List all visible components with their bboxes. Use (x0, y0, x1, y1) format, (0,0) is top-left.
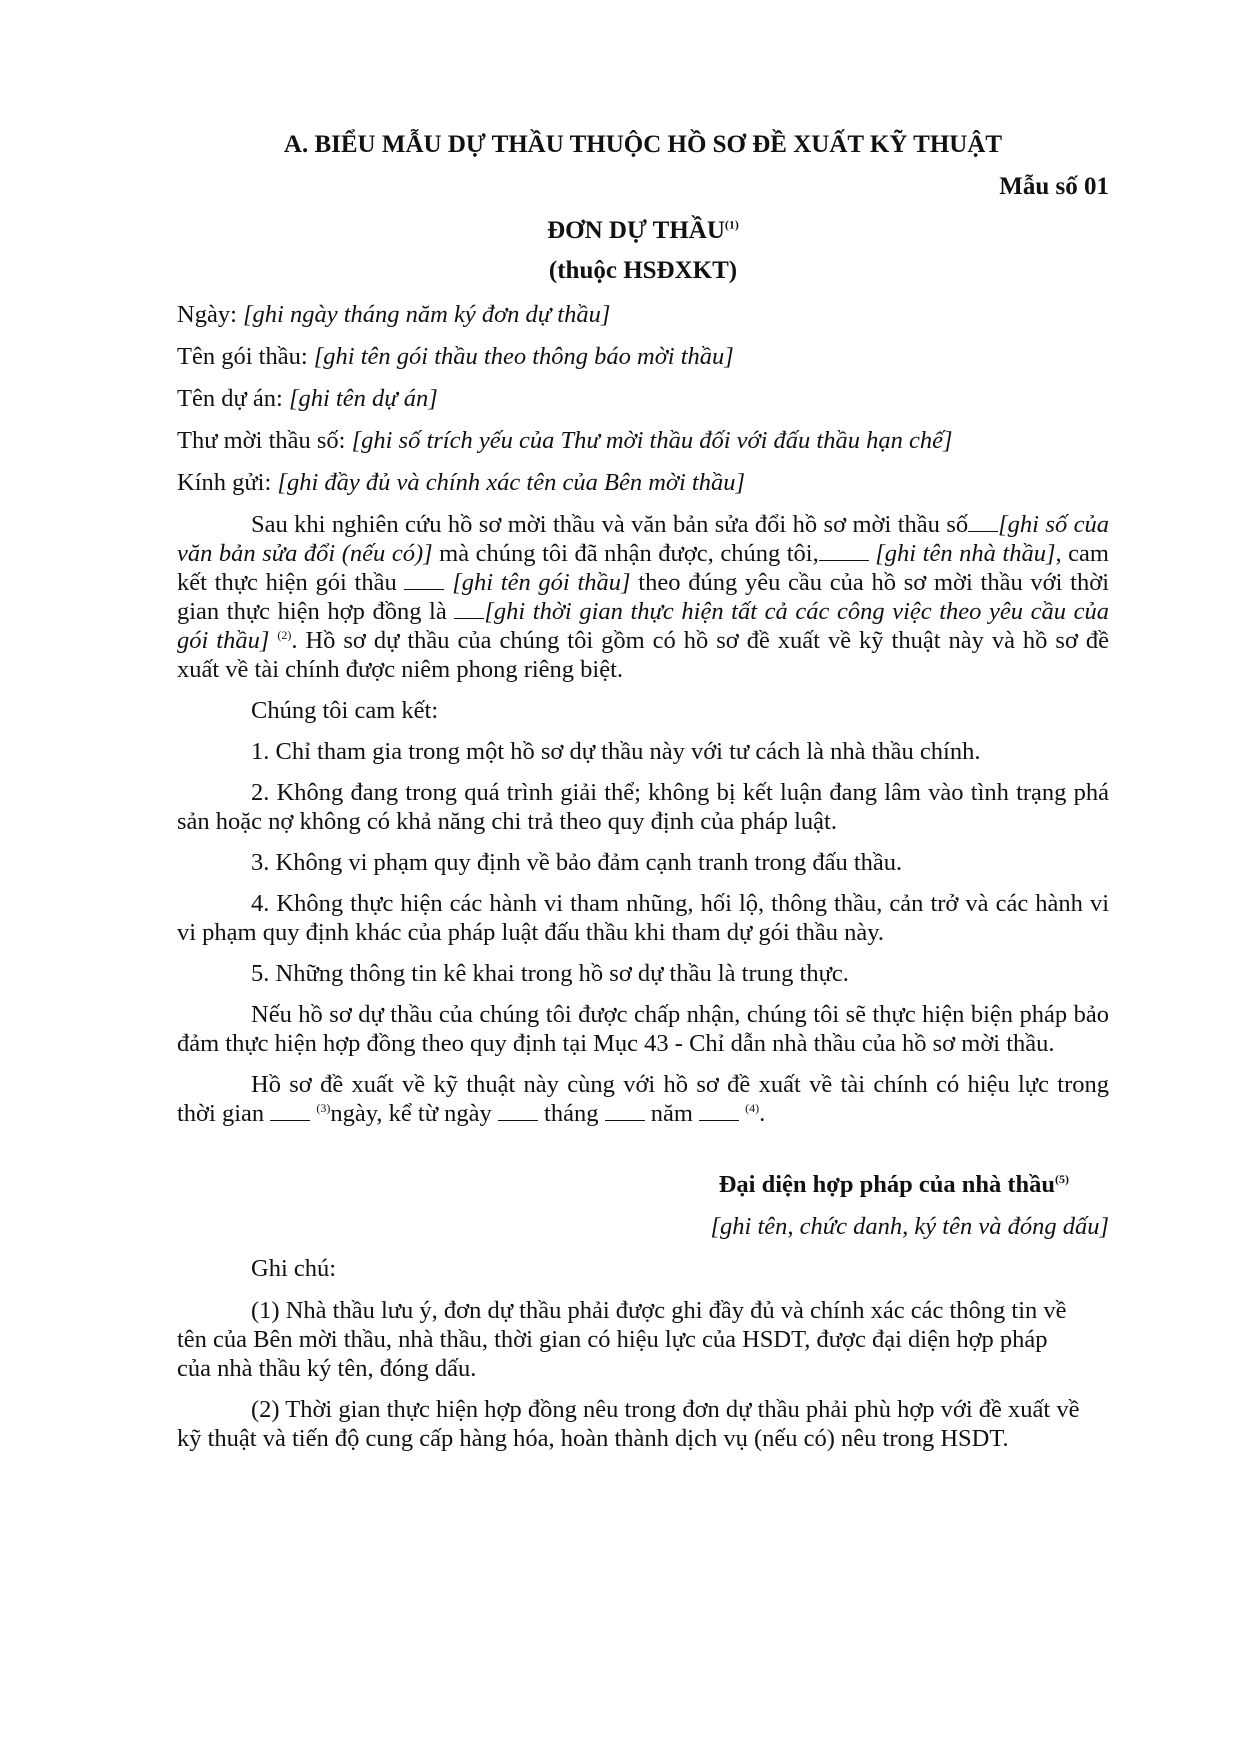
field-label: Thư mời thầu số: (177, 427, 352, 454)
intro-placeholder: [ghi tên nhà thầu] (868, 540, 1056, 567)
footnote-ref-3: (3) (316, 1100, 331, 1115)
footnote-ref-2: (2) (277, 627, 292, 642)
note-item: (2) Thời gian thực hiện hợp đồng nêu trong đơn dự thầu phải phù hợp với đề xuất về kỹ thuật và tiến độ cung cấp hàng hóa, hoàn thành dịch vụ (nếu có) nêu trong HSDT. (177, 1396, 1080, 1452)
blank-line (270, 1100, 310, 1121)
field-package-name (177, 342, 1109, 372)
signature-block (177, 1170, 1109, 1242)
blank-line (498, 1100, 538, 1121)
section-title: A. BIỂU MẪU DỰ THẦU THUỘC HỒ SƠ ĐỀ XUẤT KỸ THUẬT (283, 131, 1003, 158)
validity-text: tháng (537, 1100, 605, 1127)
field-placeholder: [ghi số trích yếu của Thư mời thầu đối với đấu thầu hạn chế] (351, 427, 953, 454)
validity-text: năm (644, 1100, 700, 1127)
document-page (177, 128, 1109, 1453)
validity-text: ngày, kể từ ngày (330, 1100, 498, 1127)
field-placeholder: [ghi ngày tháng năm ký đơn dự thầu] (243, 301, 611, 328)
commitment-item: 2. Không đang trong quá trình giải thể; không bị kết luận đang lâm vào tình trạng phá sản hoặc nợ không có khả năng chi trả theo quy định của pháp luật. (177, 779, 1109, 835)
signature-title (177, 1170, 1109, 1200)
field-label: Kính gửi: (177, 469, 278, 496)
blank-line (819, 540, 869, 561)
intro-text: Sau khi nghiên cứu hồ sơ mời thầu và văn bản sửa đổi hồ sơ mời thầu số (251, 511, 969, 538)
form-title-text: ĐƠN DỰ THẦU (547, 217, 725, 244)
blank-line (968, 511, 998, 532)
intro-placeholder: [ghi số của văn bản sửa đổi (nếu có)] (177, 511, 1110, 567)
signature-title-text: Đại diện hợp pháp của nhà thầu (718, 1171, 1055, 1198)
form-subtitle: (thuộc HSĐXKT) (548, 257, 738, 284)
intro-paragraph (177, 510, 1109, 684)
field-placeholder: [ghi tên dự án] (288, 385, 438, 412)
blank-line (404, 569, 444, 590)
footnote-ref-5: (5) (1055, 1171, 1069, 1186)
field-date (177, 300, 1109, 330)
field-label: Tên gói thầu: (177, 343, 314, 370)
blank-line (605, 1100, 645, 1121)
validity-text: . (759, 1100, 766, 1127)
field-addressee (177, 468, 1109, 498)
field-label: Ngày: (177, 301, 243, 328)
commitment-item: 3. Không vi phạm quy định về bảo đảm cạnh tranh trong đấu thầu. (251, 849, 903, 876)
notes-label: Ghi chú: (251, 1255, 337, 1282)
blank-line (454, 598, 484, 619)
intro-placeholder: [ghi thời gian thực hiện tất cả các công việc theo yêu cầu của gói thầu] (177, 598, 1109, 654)
validity-text: Hồ sơ đề xuất về kỹ thuật này cùng với hồ sơ đề xuất về tài chính có hiệu lực trong thời gian (177, 1071, 1109, 1127)
field-project-name (177, 384, 1109, 414)
field-label: Tên dự án: (177, 385, 289, 412)
intro-placeholder: [ghi tên gói thầu] (444, 569, 631, 596)
commitments-heading: Chúng tôi cam kết: (251, 697, 439, 724)
commitment-item: 5. Những thông tin kê khai trong hồ sơ dự thầu là trung thực. (251, 960, 849, 987)
commitment-item: 4. Không thực hiện các hành vi tham nhũng, hối lộ, thông thầu, cản trở và các hành vi vi phạm quy định khác của pháp luật đấu thầu khi tham dự gói thầu này. (177, 890, 1109, 946)
footnote-ref-1: (1) (724, 217, 739, 232)
form-number: Mẫu số 01 (999, 173, 1109, 200)
acceptance-paragraph: Nếu hồ sơ dự thầu của chúng tôi được chấp nhận, chúng tôi sẽ thực hiện biện pháp bảo đảm thực hiện hợp đồng theo quy định tại Mục 43 - Chỉ dẫn nhà thầu của hồ sơ mời thầu. (177, 1001, 1109, 1057)
footnote-ref-4: (4) (745, 1100, 760, 1115)
form-title (177, 214, 1109, 248)
note-item: (1) Nhà thầu lưu ý, đơn dự thầu phải được ghi đầy đủ và chính xác các thông tin về tên của Bên mời thầu, nhà thầu, thời gian có hiệu lực của HSDT, được đại diện hợp pháp của nhà thầu ký tên, đóng dấu. (177, 1297, 1067, 1382)
commitment-item: 1. Chỉ tham gia trong một hồ sơ dự thầu này với tư cách là nhà thầu chính. (251, 738, 981, 765)
field-invitation-number (177, 426, 1109, 456)
intro-text: theo đúng yêu cầu của hồ sơ mời thầu với thời gian thực hiện hợp đồng là (177, 569, 1109, 625)
field-placeholder: [ghi tên gói thầu theo thông báo mời thầu] (313, 343, 734, 370)
intro-text: , cam kết thực hiện gói thầu (177, 540, 1109, 596)
signature-instruction: [ghi tên, chức danh, ký tên và đóng dấu] (710, 1213, 1109, 1240)
blank-line (699, 1100, 739, 1121)
intro-text: mà chúng tôi đã nhận được, chúng tôi, (432, 540, 819, 567)
intro-text: . Hồ sơ dự thầu của chúng tôi gồm có hồ sơ đề xuất về kỹ thuật này và hồ sơ đề xuất về tài chính được niêm phong riêng biệt. (177, 627, 1109, 683)
validity-paragraph (177, 1070, 1109, 1128)
field-placeholder: [ghi đầy đủ và chính xác tên của Bên mời thầu] (277, 469, 745, 496)
